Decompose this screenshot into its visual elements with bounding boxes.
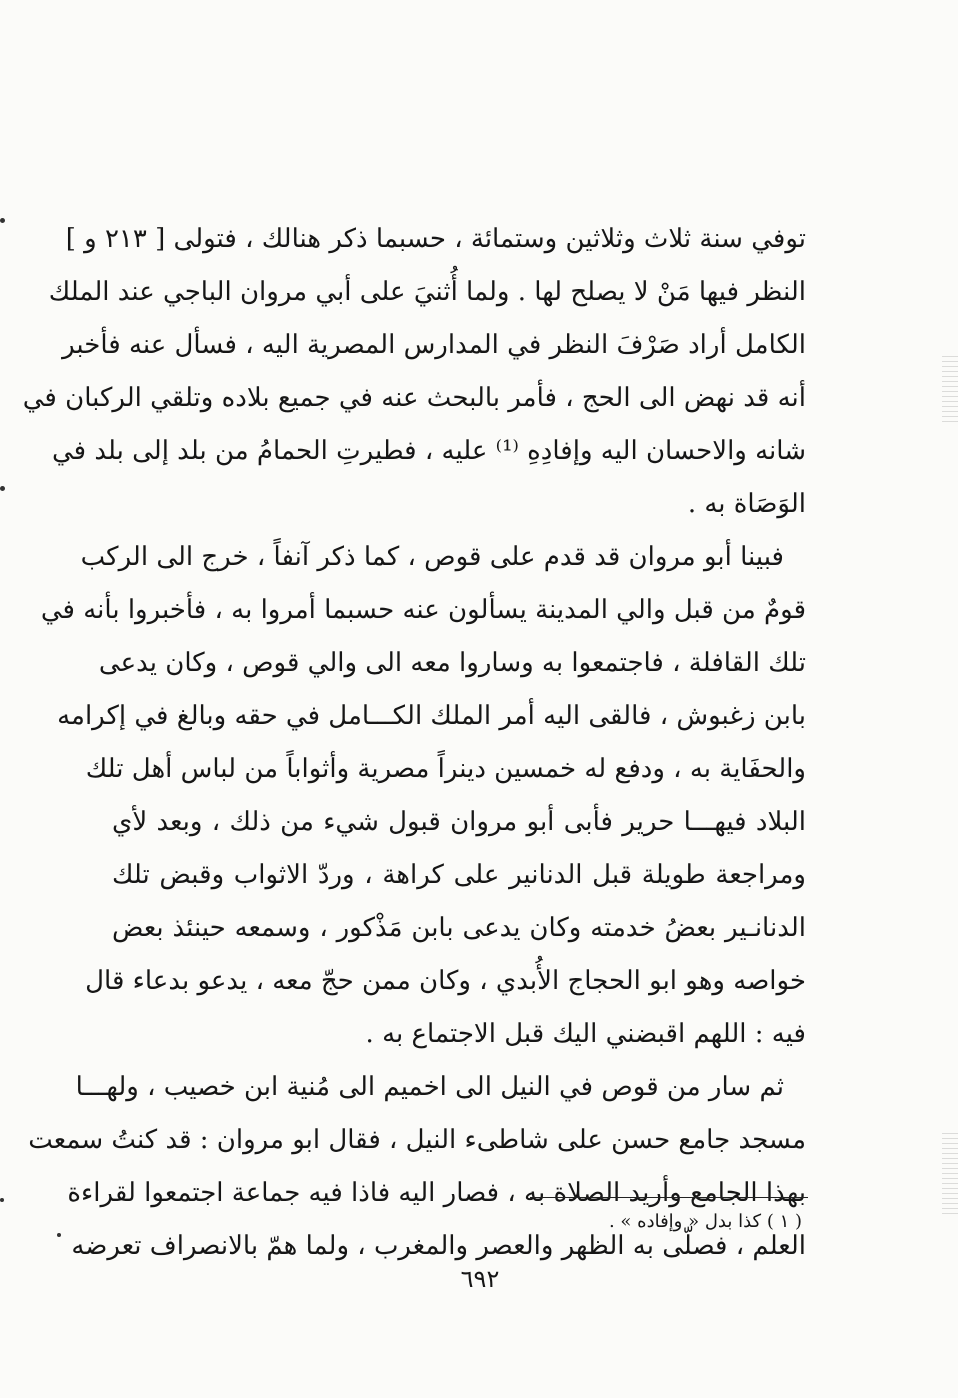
scan-speckle [942, 352, 958, 422]
scan-dot [0, 486, 5, 491]
text-line: بابن زغبوش ، فالقى اليه أمر الملك الكـــامل في حقه وبالغ في إكرامه [57, 701, 806, 731]
text-line: أنه قد نهض الى الحج ، فأمر بالبحث عنه في جميع بلاده وتلقي الركبان في [22, 383, 806, 413]
footnote-divider [530, 1197, 808, 1198]
text-line: فيه : اللهم اقبضني اليك قبل الاجتماع به . [365, 1019, 806, 1049]
text-line: البلاد فيهـــا حرير فأبى أبو مروان قبول شيء من ذلك ، وبعد لأي [112, 807, 806, 837]
text-line: والحفَاية به ، ودفع له خمسين دينراً مصرية وأثواباً من لباس أهل تلك [85, 754, 806, 784]
text-line: ثم سار من قوص في النيل الى اخميم الى مُنية ابن خصيب ، ولهـــا [75, 1072, 784, 1102]
body-text [22, 213, 806, 1273]
footnote: ( ١ ) كذا بدل « وإفاده » . [608, 1211, 802, 1232]
scan-speckle [942, 1132, 958, 1214]
text-line: شانه والاحسان اليه وإفادِهِ ⁽¹⁾ عليه ، فطيرتِ الحمامُ من بلد إلى بلد في [51, 436, 806, 466]
text-line: خواصه وهو ابو الحجاج الأُبدي ، وكان ممن حجّ معه ، يدعو بدعاء قال [85, 966, 806, 996]
text-line: الدنانـير بعضُ خدمته وكان يدعى بابن مَذْكور ، وسمعه حينئذ بعض [112, 913, 806, 943]
page-number: ٦٩٢ [460, 1265, 500, 1293]
scan-dot [57, 1233, 61, 1237]
text-line: قومٌ من قبل والي المدينة يسألون عنه حسبما أمروا به ، فأخبروا بأنه في [40, 595, 806, 625]
scan-dot [0, 1198, 4, 1202]
text-line: الوَصَاة به . [687, 489, 806, 519]
text-line: الكامل أراد صَرْفَ النظر في المدارس المصرية اليه ، فسأل عنه فأخبر [62, 330, 806, 360]
text-line: بهذا الجامع وأريد الصلاة به ، فصار اليه فاذا فيه جماعة اجتمعوا لقراءة [67, 1178, 806, 1208]
text-line: توفي سنة ثلاث وثلاثين وستمائة ، حسبما ذكر هنالك ، فتولى [ ٢١٣ و ] [65, 224, 806, 254]
text-line: مسجد جامع حسن على شاطىء النيل ، فقال ابو مروان : قد كنتُ سمعت [28, 1125, 806, 1155]
scan-dot [0, 218, 5, 223]
text-line: النظر فيها مَنْ لا يصلح لها . ولما أُثنيَ على أبي مروان الباجي عند الملك [48, 277, 806, 307]
text-line: تلك القافلة ، فاجتمعوا به وساروا معه الى والي قوص ، وكان يدعى [98, 648, 806, 678]
text-line: العلم ، فصلّى به الظهر والعصر والمغرب ، ولما همّ بالانصراف تعرضه [71, 1231, 806, 1261]
text-line: ومراجعة طويلة قبل الدنانير على كراهة ، وردّ الاثواب وقبض تلك [112, 860, 806, 890]
text-line: فبينا أبو مروان قد قدم على قوص ، كما ذكر آنفاً ، خرج الى الركب [80, 542, 784, 572]
